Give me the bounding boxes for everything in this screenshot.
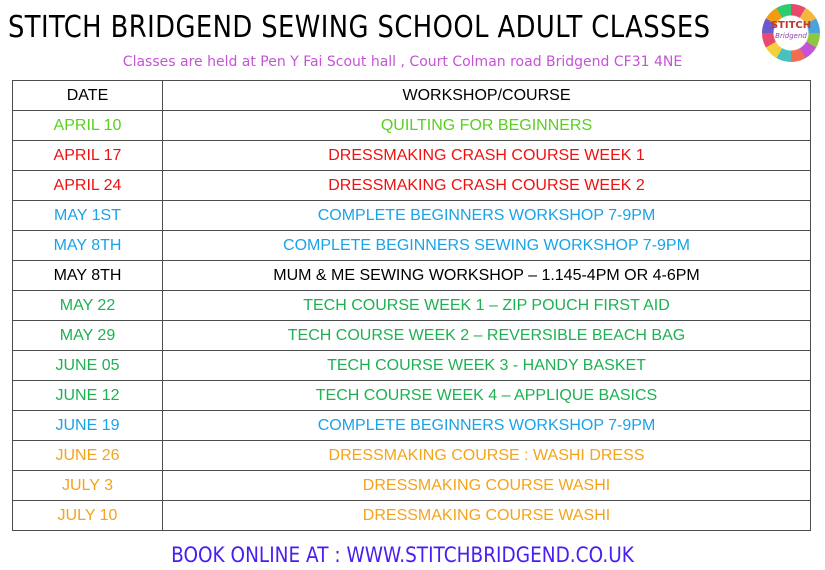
table-row xyxy=(13,291,811,321)
row-date: MAY 29 xyxy=(13,321,163,351)
row-date: JUNE 26 xyxy=(13,441,163,471)
row-date: APRIL 24 xyxy=(13,171,163,201)
row-date: JULY 3 xyxy=(13,471,163,501)
table-row xyxy=(13,231,811,261)
venue-text: Classes are held at Pen Y Fai Scout hall , Court Colman road Bridgend CF31 4NE xyxy=(122,54,683,70)
table-row xyxy=(13,141,811,171)
schedule-body xyxy=(13,111,811,531)
table-row xyxy=(13,201,811,231)
table-row xyxy=(13,381,811,411)
page-title: STITCH BRIDGEND SEWING SCHOOL ADULT CLASSES xyxy=(8,10,711,45)
course-column-header: WORKSHOP/COURSE xyxy=(163,81,811,111)
row-course: MUM & ME SEWING WORKSHOP – 1.145-4PM OR 4-6PM xyxy=(163,261,811,291)
row-date: JULY 10 xyxy=(13,501,163,531)
row-course: QUILTING FOR BEGINNERS xyxy=(163,111,811,141)
table-row xyxy=(13,411,811,441)
row-course: DRESSMAKING COURSE : WASHI DRESS xyxy=(163,441,811,471)
row-date: JUNE 12 xyxy=(13,381,163,411)
table-row xyxy=(13,441,811,471)
table-row xyxy=(13,471,811,501)
row-date: MAY 8TH xyxy=(13,231,163,261)
table-row xyxy=(13,111,811,141)
table-row xyxy=(13,351,811,381)
row-course: TECH COURSE WEEK 4 – APPLIQUE BASICS xyxy=(163,381,811,411)
table-row xyxy=(13,321,811,351)
row-date: JUNE 19 xyxy=(13,411,163,441)
schedule-table xyxy=(12,80,811,531)
row-date: MAY 8TH xyxy=(13,261,163,291)
row-course: COMPLETE BEGINNERS WORKSHOP 7-9PM xyxy=(163,201,811,231)
row-date: MAY 22 xyxy=(13,291,163,321)
booking-link[interactable]: BOOK ONLINE AT : WWW.STITCHBRIDGEND.CO.UK xyxy=(171,543,634,567)
date-column-header: DATE xyxy=(13,81,163,111)
table-header-row xyxy=(13,81,811,111)
table-row xyxy=(13,171,811,201)
row-course: DRESSMAKING CRASH COURSE WEEK 1 xyxy=(163,141,811,171)
row-course: DRESSMAKING CRASH COURSE WEEK 2 xyxy=(163,171,811,201)
logo-text xyxy=(762,20,820,42)
row-course: COMPLETE BEGINNERS WORKSHOP 7-9PM xyxy=(163,411,811,441)
row-date: APRIL 17 xyxy=(13,141,163,171)
row-date: APRIL 10 xyxy=(13,111,163,141)
table-row xyxy=(13,501,811,531)
row-course: TECH COURSE WEEK 2 – REVERSIBLE BEACH BAG xyxy=(163,321,811,351)
row-date: JUNE 05 xyxy=(13,351,163,381)
stitch-logo xyxy=(762,4,820,62)
row-course: TECH COURSE WEEK 1 – ZIP POUCH FIRST AID xyxy=(163,291,811,321)
row-course: DRESSMAKING COURSE WASHI xyxy=(163,471,811,501)
row-course: COMPLETE BEGINNERS SEWING WORKSHOP 7-9PM xyxy=(163,231,811,261)
row-date: MAY 1ST xyxy=(13,201,163,231)
row-course: DRESSMAKING COURSE WASHI xyxy=(163,501,811,531)
logo-subtitle: Bridgend xyxy=(775,32,807,40)
row-course: TECH COURSE WEEK 3 - HANDY BASKET xyxy=(163,351,811,381)
logo-title: STITCH xyxy=(770,20,812,31)
venue-subtitle xyxy=(0,54,825,70)
table-row xyxy=(13,261,811,291)
